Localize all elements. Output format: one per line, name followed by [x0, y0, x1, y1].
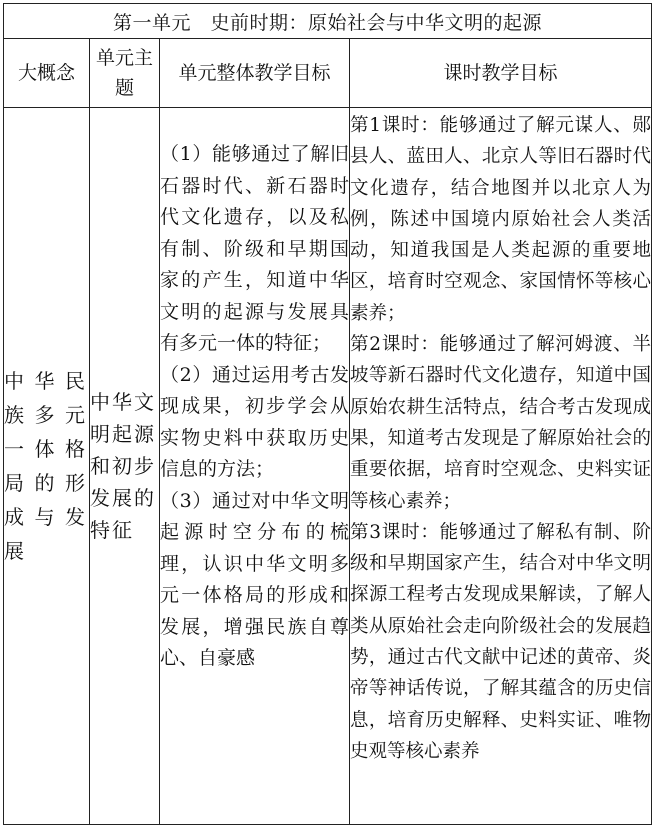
teaching-plan-table: [3, 3, 652, 825]
unit-goal-item: （2）通过运用考古发现成果，初步学会从实物史料中获取历史信息的方法；: [160, 363, 349, 480]
header-theme: 单元主题: [90, 39, 160, 108]
lesson-goal-item: 第3课时：能够通过了解私有制、阶级和早期国家产生，结合对中华文明探源工程考古发现成果解读，了解人类从原始社会走向阶级社会的发展趋势，通过古代文献中记述的黄帝、炎帝等神话传说，了解其蕴含的历史信息，培育历史解释、史料实证、唯物史观等核心素养: [350, 521, 652, 762]
unit-title: 第一单元 史前时期：原始社会与中华文明的起源: [4, 4, 652, 39]
big-concept-cell: 中华民族多元一体格局的形成与发展: [4, 108, 90, 825]
title-row: [4, 4, 652, 39]
lesson-goal-item: 第2课时：能够通过了解河姆渡、半坡等新石器时代文化遗存，知道中国原始农耕生活特点，结合考古发现成果，知道考古发现是了解原始社会的重要依据，培育时空观念、史料实证等核心素养；: [350, 334, 652, 512]
unit-goal-item: （3）通过对中华文明起源时空分布的梳理，认识中华文明多元一体格局的形成和发展，增强民族自尊心、自豪感: [160, 489, 349, 669]
header-lesson-goals: 课时教学目标: [350, 39, 652, 108]
lesson-goal-item: 第1课时：能够通过了解元谋人、郧县人、蓝田人、北京人等旧石器时代文化遗存，结合地图并以北京人为例，陈述中国境内原始社会人类活动，知道我国是人类起源的重要地区，培育时空观念、家国情怀等核心素养；: [350, 115, 652, 324]
content-row: [4, 108, 652, 825]
unit-theme-cell: 中华文明起源和初步发展的特征: [90, 108, 160, 825]
unit-goals-cell: [160, 108, 350, 825]
header-row: [4, 39, 652, 108]
unit-goal-item: （1）能够通过了解旧石器时代、新石器时代文化遗存，以及私有制、阶级和早期国家的产生，知道中华文明的起源与发展具有多元一体的特征；: [160, 143, 349, 354]
lesson-goals-cell: [350, 108, 652, 825]
header-concept: 大概念: [4, 39, 90, 108]
header-unit-goals: 单元整体教学目标: [160, 39, 350, 108]
